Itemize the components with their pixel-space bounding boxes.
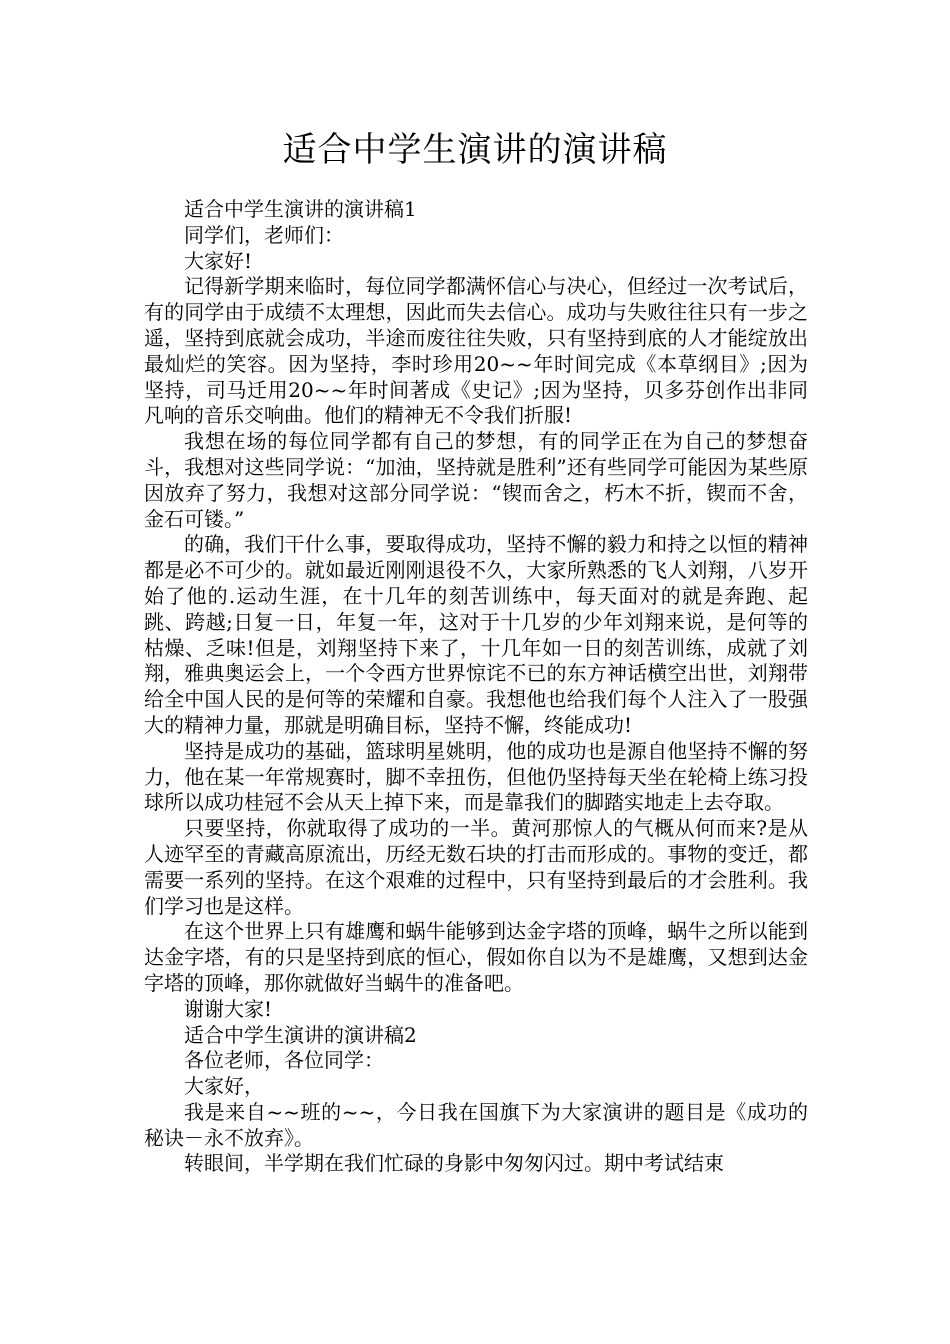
speech-1-heading: 适合中学生演讲的演讲稿1 — [184, 197, 417, 221]
salutation: 各位老师，各位同学： — [184, 1048, 384, 1073]
document-title: 适合中学生演讲的演讲稿 — [282, 130, 668, 170]
body-paragraph: 记得新学期来临时，每位同学都满怀信心与决心，但经过一次考试后，有的同学由于成绩不太理想，因此而失去信心。成功与失败往往只有一步之遥，坚持到底就会成功，半途而废往往失败，只有坚持到底的人才能绽放出最灿烂的笑容。因为坚持，李时珍用20~~年时间完成《本草纲目》;因为坚持，司马迁用20~~年时间著成《史记》;因为坚持，贝多芬创作出非同凡响的音乐交响曲。他们的精神无不令我们折服! — [144, 274, 808, 428]
body-paragraph: 转眼间，半学期在我们忙碌的身影中匆匆闪过。期中考试结束 — [184, 1151, 724, 1176]
body-paragraph: 只要坚持，你就取得了成功的一半。黄河那惊人的气概从何而来?是从人迹罕至的青藏高原流出，历经无数石块的打击而形成的。事物的变迁，都需要一系列的坚持。在这个艰难的过程中，只有坚持到最后的才会胜利。我们学习也是这样。 — [144, 816, 808, 918]
body-paragraph: 坚持是成功的基础，篮球明星姚明，他的成功也是源自他坚持不懈的努力，他在某一年常规赛时，脚不幸扭伤，但他仍坚持每天坐在轮椅上练习投球所以成功桂冠不会从天上掉下来，而是靠我们的脚踏实地走上去夺取。 — [144, 738, 808, 815]
speech-2-heading: 适合中学生演讲的演讲稿2 — [184, 1022, 417, 1047]
greeting: 大家好! — [184, 248, 253, 273]
body-paragraph: 的确，我们干什么事，要取得成功，坚持不懈的毅力和持之以恒的精神都是必不可少的。就如最近刚刚退役不久，大家所熟悉的飞人刘翔，八岁开始了他的.运动生涯，在十几年的刻苦训练中，每天面对的就是奔跑、起跳、跨越;日复一日，年复一年，这对于十几岁的少年刘翔来说，是何等的枯燥、乏味!但是，刘翔坚持下来了，十几年如一日的刻苦训练，成就了刘翔，雅典奥运会上，一个令西方世界惊诧不已的东方神话横空出世，刘翔带给全中国人民的是何等的荣耀和自豪。我想他也给我们每个人注入了一股强大的精神力量，那就是明确目标，坚持不懈，终能成功! — [144, 532, 808, 737]
salutation: 同学们，老师们： — [184, 222, 344, 247]
document-body — [144, 197, 808, 1177]
body-paragraph: 在这个世界上只有雄鹰和蜗牛能够到达金字塔的顶峰，蜗牛之所以能到达金字塔，有的只是坚持到底的恒心，假如你自以为不是雄鹰，又想到达金字塔的顶峰，那你就做好当蜗牛的准备吧。 — [144, 919, 808, 995]
closing-thanks: 谢谢大家! — [184, 996, 273, 1021]
greeting: 大家好， — [184, 1074, 264, 1099]
body-paragraph: 我想在场的每位同学都有自己的梦想，有的同学正在为自己的梦想奋斗，我想对这些同学说：“加油，坚持就是胜利”还有些同学可能因为某些原因放弃了努力，我想对这部分同学说：“锲而舍之，朽木不折，锲而不舍，金石可镂。” — [144, 429, 808, 531]
body-paragraph: 我是来自~~班的~~，今日我在国旗下为大家演讲的题目是《成功的秘诀－永不放弃》。 — [144, 1099, 808, 1150]
